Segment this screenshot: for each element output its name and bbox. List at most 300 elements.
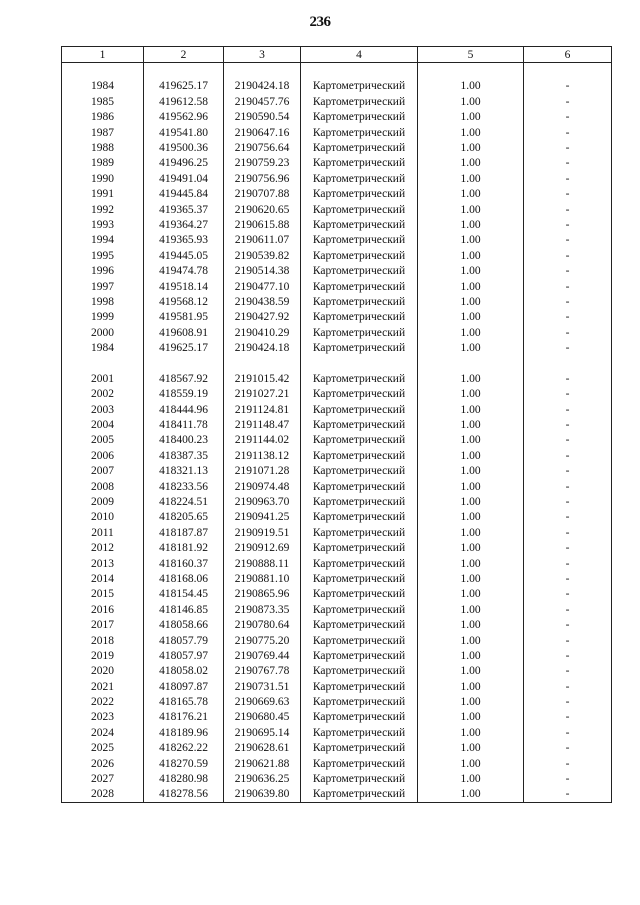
- y-coordinate-cell: 2190438.59: [224, 294, 301, 309]
- point-number-cell: 1993: [62, 217, 144, 232]
- y-coordinate-cell: 2190647.16: [224, 125, 301, 140]
- method-cell: Картометрический: [301, 510, 418, 525]
- y-coordinate-cell: 2190680.45: [224, 710, 301, 725]
- table-row: [62, 464, 612, 479]
- note-cell: -: [524, 171, 612, 186]
- table-row: [62, 771, 612, 786]
- table-row: [62, 556, 612, 571]
- method-cell: Картометрический: [301, 371, 418, 386]
- point-number-cell: 2009: [62, 494, 144, 509]
- point-number-cell: 2012: [62, 541, 144, 556]
- note-cell: -: [524, 494, 612, 509]
- method-cell: Картометрический: [301, 617, 418, 632]
- x-coordinate-cell: 418321.13: [144, 464, 224, 479]
- y-coordinate-cell: 2191027.21: [224, 387, 301, 402]
- y-coordinate-cell: 2190865.96: [224, 587, 301, 602]
- accuracy-cell: 1.00: [418, 510, 524, 525]
- y-coordinate-cell: 2190873.35: [224, 602, 301, 617]
- y-coordinate-cell: 2190759.23: [224, 156, 301, 171]
- x-coordinate-cell: 418224.51: [144, 494, 224, 509]
- y-coordinate-cell: 2190477.10: [224, 279, 301, 294]
- y-coordinate-cell: 2190695.14: [224, 725, 301, 740]
- accuracy-cell: 1.00: [418, 402, 524, 417]
- accuracy-cell: 1.00: [418, 648, 524, 663]
- accuracy-cell: 1.00: [418, 479, 524, 494]
- table-row: [62, 756, 612, 771]
- method-cell: Картометрический: [301, 710, 418, 725]
- accuracy-cell: 1.00: [418, 94, 524, 109]
- method-cell: Картометрический: [301, 402, 418, 417]
- accuracy-cell: 1.00: [418, 464, 524, 479]
- method-cell: Картометрический: [301, 233, 418, 248]
- x-coordinate-cell: 419562.96: [144, 110, 224, 125]
- blank-cell: [224, 356, 301, 371]
- note-cell: -: [524, 648, 612, 663]
- blank-cell: [524, 63, 612, 79]
- note-cell: -: [524, 664, 612, 679]
- point-number-cell: 2025: [62, 741, 144, 756]
- point-number-cell: 2017: [62, 617, 144, 632]
- method-cell: Картометрический: [301, 602, 418, 617]
- table-row: [62, 587, 612, 602]
- table-row: [62, 433, 612, 448]
- point-number-cell: 1990: [62, 171, 144, 186]
- note-cell: -: [524, 725, 612, 740]
- x-coordinate-cell: 418097.87: [144, 679, 224, 694]
- column-header: 6: [524, 47, 612, 63]
- accuracy-cell: 1.00: [418, 233, 524, 248]
- point-number-cell: 2021: [62, 679, 144, 694]
- method-cell: Картометрический: [301, 94, 418, 109]
- blank-cell: [301, 356, 418, 371]
- point-number-cell: 1985: [62, 94, 144, 109]
- method-cell: Картометрический: [301, 263, 418, 278]
- note-cell: -: [524, 525, 612, 540]
- table-row: [62, 417, 612, 432]
- method-cell: Картометрический: [301, 187, 418, 202]
- point-number-cell: 1984: [62, 340, 144, 355]
- x-coordinate-cell: 418146.85: [144, 602, 224, 617]
- y-coordinate-cell: 2190410.29: [224, 325, 301, 340]
- table-row: [62, 125, 612, 140]
- method-cell: Картометрический: [301, 571, 418, 586]
- x-coordinate-cell: 418411.78: [144, 417, 224, 432]
- table-row: [62, 371, 612, 386]
- point-number-cell: 2027: [62, 771, 144, 786]
- accuracy-cell: 1.00: [418, 787, 524, 803]
- note-cell: -: [524, 694, 612, 709]
- method-cell: Картометрический: [301, 725, 418, 740]
- x-coordinate-cell: 418444.96: [144, 402, 224, 417]
- point-number-cell: 1995: [62, 248, 144, 263]
- column-header: 5: [418, 47, 524, 63]
- accuracy-cell: 1.00: [418, 387, 524, 402]
- x-coordinate-cell: 419365.37: [144, 202, 224, 217]
- x-coordinate-cell: 419474.78: [144, 263, 224, 278]
- x-coordinate-cell: 419581.95: [144, 310, 224, 325]
- point-number-cell: 2016: [62, 602, 144, 617]
- column-header: 3: [224, 47, 301, 63]
- note-cell: -: [524, 571, 612, 586]
- note-cell: -: [524, 710, 612, 725]
- point-number-cell: 2013: [62, 556, 144, 571]
- y-coordinate-cell: 2190590.54: [224, 110, 301, 125]
- method-cell: Картометрический: [301, 217, 418, 232]
- header-row: [62, 47, 612, 63]
- accuracy-cell: 1.00: [418, 525, 524, 540]
- y-coordinate-cell: 2190941.25: [224, 510, 301, 525]
- x-coordinate-cell: 419365.93: [144, 233, 224, 248]
- table-row: [62, 94, 612, 109]
- y-coordinate-cell: 2190756.96: [224, 171, 301, 186]
- point-number-cell: 1991: [62, 187, 144, 202]
- accuracy-cell: 1.00: [418, 541, 524, 556]
- y-coordinate-cell: 2191138.12: [224, 448, 301, 463]
- y-coordinate-cell: 2190424.18: [224, 340, 301, 355]
- y-coordinate-cell: 2190539.82: [224, 248, 301, 263]
- table-body: [62, 63, 612, 803]
- table-row: [62, 525, 612, 540]
- y-coordinate-cell: 2190912.69: [224, 541, 301, 556]
- blank-cell: [62, 63, 144, 79]
- x-coordinate-cell: 418057.79: [144, 633, 224, 648]
- accuracy-cell: 1.00: [418, 140, 524, 155]
- method-cell: Картометрический: [301, 294, 418, 309]
- y-coordinate-cell: 2190427.92: [224, 310, 301, 325]
- point-number-cell: 2005: [62, 433, 144, 448]
- note-cell: -: [524, 94, 612, 109]
- y-coordinate-cell: 2190621.88: [224, 756, 301, 771]
- point-number-cell: 2008: [62, 479, 144, 494]
- x-coordinate-cell: 418058.02: [144, 664, 224, 679]
- accuracy-cell: 1.00: [418, 448, 524, 463]
- note-cell: -: [524, 279, 612, 294]
- note-cell: -: [524, 602, 612, 617]
- method-cell: Картометрический: [301, 325, 418, 340]
- x-coordinate-cell: 418278.56: [144, 787, 224, 803]
- blank-cell: [524, 356, 612, 371]
- y-coordinate-cell: 2191148.47: [224, 417, 301, 432]
- blank-cell: [418, 356, 524, 371]
- x-coordinate-cell: 419496.25: [144, 156, 224, 171]
- accuracy-cell: 1.00: [418, 371, 524, 386]
- table-row: [62, 233, 612, 248]
- x-coordinate-cell: 419612.58: [144, 94, 224, 109]
- note-cell: -: [524, 233, 612, 248]
- blank-cell: [418, 63, 524, 79]
- x-coordinate-cell: 418205.65: [144, 510, 224, 525]
- accuracy-cell: 1.00: [418, 617, 524, 632]
- page-number: 236: [309, 14, 331, 30]
- note-cell: -: [524, 294, 612, 309]
- x-coordinate-cell: 418154.45: [144, 587, 224, 602]
- note-cell: -: [524, 187, 612, 202]
- note-cell: -: [524, 217, 612, 232]
- note-cell: -: [524, 464, 612, 479]
- method-cell: Картометрический: [301, 340, 418, 355]
- note-cell: -: [524, 156, 612, 171]
- x-coordinate-cell: 418387.35: [144, 448, 224, 463]
- table-row: [62, 110, 612, 125]
- point-number-cell: 2028: [62, 787, 144, 803]
- y-coordinate-cell: 2190628.61: [224, 741, 301, 756]
- point-number-cell: 2007: [62, 464, 144, 479]
- table-row: [62, 694, 612, 709]
- y-coordinate-cell: 2190639.80: [224, 787, 301, 803]
- note-cell: -: [524, 387, 612, 402]
- accuracy-cell: 1.00: [418, 202, 524, 217]
- method-cell: Картометрический: [301, 279, 418, 294]
- x-coordinate-cell: 418181.92: [144, 541, 224, 556]
- blank-cell: [144, 356, 224, 371]
- blank-separator-row: [62, 356, 612, 371]
- table-row: [62, 171, 612, 186]
- point-number-cell: 2006: [62, 448, 144, 463]
- note-cell: -: [524, 756, 612, 771]
- note-cell: -: [524, 771, 612, 786]
- point-number-cell: 1999: [62, 310, 144, 325]
- x-coordinate-cell: 419491.04: [144, 171, 224, 186]
- point-number-cell: 1987: [62, 125, 144, 140]
- method-cell: Картометрический: [301, 433, 418, 448]
- table-row: [62, 725, 612, 740]
- note-cell: -: [524, 248, 612, 263]
- table-row: [62, 571, 612, 586]
- point-number-cell: 1989: [62, 156, 144, 171]
- table-row: [62, 448, 612, 463]
- point-number-cell: 2015: [62, 587, 144, 602]
- blank-separator-row: [62, 63, 612, 79]
- method-cell: Картометрический: [301, 310, 418, 325]
- table-row: [62, 510, 612, 525]
- note-cell: -: [524, 79, 612, 94]
- accuracy-cell: 1.00: [418, 556, 524, 571]
- method-cell: Картометрический: [301, 648, 418, 663]
- note-cell: -: [524, 541, 612, 556]
- y-coordinate-cell: 2191071.28: [224, 464, 301, 479]
- point-number-cell: 2002: [62, 387, 144, 402]
- table-row: [62, 602, 612, 617]
- note-cell: -: [524, 633, 612, 648]
- coordinates-table: [61, 46, 612, 803]
- note-cell: -: [524, 617, 612, 632]
- accuracy-cell: 1.00: [418, 725, 524, 740]
- y-coordinate-cell: 2190636.25: [224, 771, 301, 786]
- blank-cell: [144, 63, 224, 79]
- table-row: [62, 787, 612, 803]
- table-row: [62, 248, 612, 263]
- y-coordinate-cell: 2190457.76: [224, 94, 301, 109]
- y-coordinate-cell: 2190767.78: [224, 664, 301, 679]
- table-row: [62, 402, 612, 417]
- x-coordinate-cell: 418400.23: [144, 433, 224, 448]
- method-cell: Картометрический: [301, 140, 418, 155]
- point-number-cell: 2000: [62, 325, 144, 340]
- note-cell: -: [524, 679, 612, 694]
- table-row: [62, 294, 612, 309]
- accuracy-cell: 1.00: [418, 694, 524, 709]
- method-cell: Картометрический: [301, 525, 418, 540]
- point-number-cell: 2011: [62, 525, 144, 540]
- table-row: [62, 325, 612, 340]
- note-cell: -: [524, 125, 612, 140]
- note-cell: -: [524, 340, 612, 355]
- y-coordinate-cell: 2190888.11: [224, 556, 301, 571]
- method-cell: Картометрический: [301, 541, 418, 556]
- x-coordinate-cell: 418233.56: [144, 479, 224, 494]
- x-coordinate-cell: 418187.87: [144, 525, 224, 540]
- accuracy-cell: 1.00: [418, 156, 524, 171]
- column-header: 2: [144, 47, 224, 63]
- table-row: [62, 710, 612, 725]
- accuracy-cell: 1.00: [418, 125, 524, 140]
- accuracy-cell: 1.00: [418, 79, 524, 94]
- table-row: [62, 648, 612, 663]
- table-row: [62, 263, 612, 278]
- method-cell: Картометрический: [301, 694, 418, 709]
- x-coordinate-cell: 418567.92: [144, 371, 224, 386]
- accuracy-cell: 1.00: [418, 325, 524, 340]
- note-cell: -: [524, 417, 612, 432]
- table-row: [62, 664, 612, 679]
- x-coordinate-cell: 419518.14: [144, 279, 224, 294]
- point-number-cell: 2020: [62, 664, 144, 679]
- note-cell: -: [524, 263, 612, 278]
- x-coordinate-cell: 418270.59: [144, 756, 224, 771]
- accuracy-cell: 1.00: [418, 294, 524, 309]
- method-cell: Картометрический: [301, 110, 418, 125]
- table-row: [62, 217, 612, 232]
- accuracy-cell: 1.00: [418, 340, 524, 355]
- x-coordinate-cell: 419500.36: [144, 140, 224, 155]
- method-cell: Картометрический: [301, 448, 418, 463]
- x-coordinate-cell: 419541.80: [144, 125, 224, 140]
- x-coordinate-cell: 419445.05: [144, 248, 224, 263]
- note-cell: -: [524, 110, 612, 125]
- point-number-cell: 2010: [62, 510, 144, 525]
- table-row: [62, 387, 612, 402]
- table-row: [62, 633, 612, 648]
- y-coordinate-cell: 2190881.10: [224, 571, 301, 586]
- method-cell: Картометрический: [301, 156, 418, 171]
- accuracy-cell: 1.00: [418, 587, 524, 602]
- table-row: [62, 479, 612, 494]
- x-coordinate-cell: 419364.27: [144, 217, 224, 232]
- table-row: [62, 202, 612, 217]
- y-coordinate-cell: 2190919.51: [224, 525, 301, 540]
- y-coordinate-cell: 2190974.48: [224, 479, 301, 494]
- point-number-cell: 2014: [62, 571, 144, 586]
- method-cell: Картометрический: [301, 556, 418, 571]
- point-number-cell: 1986: [62, 110, 144, 125]
- column-header: 4: [301, 47, 418, 63]
- point-number-cell: 2024: [62, 725, 144, 740]
- y-coordinate-cell: 2191015.42: [224, 371, 301, 386]
- accuracy-cell: 1.00: [418, 279, 524, 294]
- method-cell: Картометрический: [301, 417, 418, 432]
- table-row: [62, 187, 612, 202]
- accuracy-cell: 1.00: [418, 756, 524, 771]
- accuracy-cell: 1.00: [418, 494, 524, 509]
- method-cell: Картометрический: [301, 756, 418, 771]
- x-coordinate-cell: 418168.06: [144, 571, 224, 586]
- table-row: [62, 156, 612, 171]
- note-cell: -: [524, 787, 612, 803]
- note-cell: -: [524, 310, 612, 325]
- x-coordinate-cell: 419625.17: [144, 79, 224, 94]
- accuracy-cell: 1.00: [418, 310, 524, 325]
- point-number-cell: 1994: [62, 233, 144, 248]
- method-cell: Картометрический: [301, 202, 418, 217]
- note-cell: -: [524, 202, 612, 217]
- x-coordinate-cell: 419445.84: [144, 187, 224, 202]
- x-coordinate-cell: 419625.17: [144, 340, 224, 355]
- y-coordinate-cell: 2190424.18: [224, 79, 301, 94]
- table-row: [62, 140, 612, 155]
- table-row: [62, 310, 612, 325]
- method-cell: Картометрический: [301, 664, 418, 679]
- x-coordinate-cell: 418280.98: [144, 771, 224, 786]
- point-number-cell: 2018: [62, 633, 144, 648]
- method-cell: Картометрический: [301, 587, 418, 602]
- method-cell: Картометрический: [301, 125, 418, 140]
- accuracy-cell: 1.00: [418, 571, 524, 586]
- note-cell: -: [524, 448, 612, 463]
- x-coordinate-cell: 419608.91: [144, 325, 224, 340]
- note-cell: -: [524, 556, 612, 571]
- accuracy-cell: 1.00: [418, 433, 524, 448]
- table-row: [62, 679, 612, 694]
- blank-cell: [224, 63, 301, 79]
- table-header: [62, 47, 612, 63]
- y-coordinate-cell: 2190669.63: [224, 694, 301, 709]
- note-cell: -: [524, 371, 612, 386]
- x-coordinate-cell: 419568.12: [144, 294, 224, 309]
- method-cell: Картометрический: [301, 171, 418, 186]
- accuracy-cell: 1.00: [418, 602, 524, 617]
- note-cell: -: [524, 433, 612, 448]
- note-cell: -: [524, 402, 612, 417]
- accuracy-cell: 1.00: [418, 248, 524, 263]
- accuracy-cell: 1.00: [418, 679, 524, 694]
- x-coordinate-cell: 418176.21: [144, 710, 224, 725]
- accuracy-cell: 1.00: [418, 187, 524, 202]
- point-number-cell: 1992: [62, 202, 144, 217]
- y-coordinate-cell: 2190731.51: [224, 679, 301, 694]
- accuracy-cell: 1.00: [418, 417, 524, 432]
- point-number-cell: 2022: [62, 694, 144, 709]
- table-row: [62, 541, 612, 556]
- x-coordinate-cell: 418559.19: [144, 387, 224, 402]
- point-number-cell: 1996: [62, 263, 144, 278]
- y-coordinate-cell: 2190756.64: [224, 140, 301, 155]
- point-number-cell: 2019: [62, 648, 144, 663]
- y-coordinate-cell: 2190775.20: [224, 633, 301, 648]
- accuracy-cell: 1.00: [418, 710, 524, 725]
- y-coordinate-cell: 2191124.81: [224, 402, 301, 417]
- point-number-cell: 1998: [62, 294, 144, 309]
- point-number-cell: 1984: [62, 79, 144, 94]
- table-row: [62, 279, 612, 294]
- method-cell: Картометрический: [301, 387, 418, 402]
- x-coordinate-cell: 418160.37: [144, 556, 224, 571]
- blank-cell: [62, 356, 144, 371]
- note-cell: -: [524, 587, 612, 602]
- y-coordinate-cell: 2191144.02: [224, 433, 301, 448]
- note-cell: -: [524, 325, 612, 340]
- method-cell: Картометрический: [301, 787, 418, 803]
- point-number-cell: 1988: [62, 140, 144, 155]
